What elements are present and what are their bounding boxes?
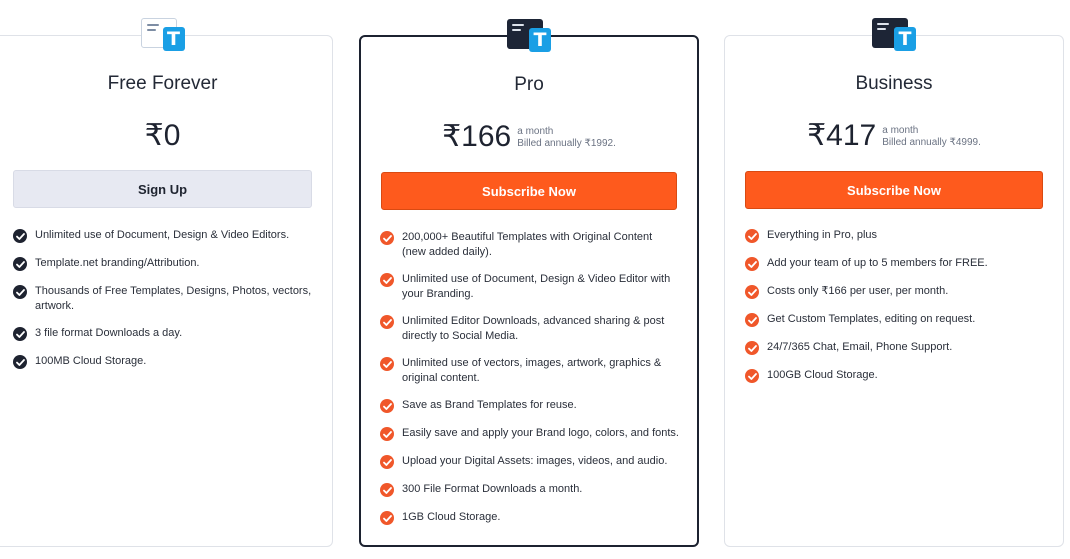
check-circle-icon <box>380 455 394 469</box>
feature-item <box>380 356 679 385</box>
feature-text: 1GB Cloud Storage. <box>402 511 501 523</box>
plan-card-free <box>0 28 333 547</box>
feature-item <box>13 228 314 243</box>
feature-text: 3 file format Downloads a day. <box>35 327 183 339</box>
price-row <box>361 119 697 154</box>
feature-list <box>380 230 679 538</box>
template-net-logo-icon: T <box>141 18 185 54</box>
feature-item <box>745 256 1045 271</box>
feature-text: Upload your Digital Assets: images, videos, and audio. <box>402 455 668 467</box>
feature-text: Unlimited use of Document, Design & Video Editor with your Branding. <box>402 273 671 300</box>
plan-price: ₹417 <box>807 119 877 152</box>
plan-name: Business <box>855 73 933 94</box>
check-circle-icon <box>13 355 27 369</box>
subscribe-now-button[interactable]: Subscribe Now <box>745 171 1043 209</box>
feature-text: 200,000+ Beautiful Templates with Original Content (new added daily). <box>402 231 653 258</box>
feature-text: Everything in Pro, plus <box>767 229 878 241</box>
price-meta <box>882 123 981 149</box>
feature-item <box>380 272 679 301</box>
template-net-logo-icon: T <box>507 19 551 55</box>
plan-name: Pro <box>514 74 544 95</box>
check-circle-icon <box>745 285 759 299</box>
feature-text: Get Custom Templates, editing on request. <box>767 313 976 325</box>
feature-item <box>745 312 1045 327</box>
check-circle-icon <box>380 357 394 371</box>
feature-item <box>745 228 1045 243</box>
feature-item <box>380 398 679 413</box>
check-circle-icon <box>13 229 27 243</box>
check-circle-icon <box>745 369 759 383</box>
feature-text: 100GB Cloud Storage. <box>767 369 878 381</box>
check-circle-icon <box>380 273 394 287</box>
check-circle-icon <box>745 229 759 243</box>
check-circle-icon <box>745 341 759 355</box>
check-circle-icon <box>13 285 27 299</box>
price-meta <box>517 124 616 150</box>
check-circle-icon <box>380 483 394 497</box>
plan-card-pro <box>359 29 699 547</box>
check-circle-icon <box>13 327 27 341</box>
check-circle-icon <box>745 257 759 271</box>
feature-text: Template.net branding/Attribution. <box>35 257 200 269</box>
billed-annually: Billed annually ₹1992. <box>517 137 616 149</box>
feature-text: Add your team of up to 5 members for FREE. <box>767 257 988 269</box>
check-circle-icon <box>745 313 759 327</box>
feature-text: 100MB Cloud Storage. <box>35 355 147 367</box>
plan-price: ₹0 <box>144 119 181 152</box>
feature-text: 300 File Format Downloads a month. <box>402 483 583 495</box>
check-circle-icon <box>380 511 394 525</box>
feature-item <box>745 340 1045 355</box>
plan-name: Free Forever <box>107 73 218 94</box>
feature-item <box>13 326 314 341</box>
check-circle-icon <box>380 315 394 329</box>
feature-text: Thousands of Free Templates, Designs, Photos, vectors, artwork. <box>35 285 312 312</box>
feature-item <box>380 454 679 469</box>
feature-list <box>745 228 1045 396</box>
feature-item <box>13 256 314 271</box>
feature-list <box>13 228 314 382</box>
feature-item <box>745 368 1045 383</box>
subscribe-now-button[interactable]: Subscribe Now <box>381 172 677 210</box>
feature-item <box>13 354 314 369</box>
feature-text: 24/7/365 Chat, Email, Phone Support. <box>767 341 953 353</box>
feature-item <box>380 482 679 497</box>
template-net-logo-icon: T <box>872 18 916 54</box>
feature-text: Unlimited use of vectors, images, artwork, graphics & original content. <box>402 357 662 384</box>
price-period: a month <box>882 124 919 136</box>
feature-text: Save as Brand Templates for reuse. <box>402 399 577 411</box>
check-circle-icon <box>380 231 394 245</box>
price-row <box>725 118 1063 153</box>
check-circle-icon <box>380 399 394 413</box>
feature-item <box>380 426 679 441</box>
feature-item <box>745 284 1045 299</box>
plan-card-business <box>724 28 1064 547</box>
feature-text: Costs only ₹166 per user, per month. <box>767 285 949 297</box>
feature-text: Easily save and apply your Brand logo, colors, and fonts. <box>402 427 679 439</box>
check-circle-icon <box>380 427 394 441</box>
feature-item <box>13 284 314 313</box>
check-circle-icon <box>13 257 27 271</box>
feature-item <box>380 314 679 343</box>
plan-price: ₹166 <box>442 120 512 153</box>
feature-item <box>380 230 679 259</box>
feature-item <box>380 510 679 525</box>
price-period: a month <box>517 125 554 137</box>
sign-up-button[interactable]: Sign Up <box>13 170 312 208</box>
price-row <box>0 118 332 153</box>
feature-text: Unlimited use of Document, Design & Video Editors. <box>35 229 290 241</box>
billed-annually: Billed annually ₹4999. <box>882 136 981 148</box>
feature-text: Unlimited Editor Downloads, advanced sharing & post directly to Social Media. <box>402 315 665 342</box>
